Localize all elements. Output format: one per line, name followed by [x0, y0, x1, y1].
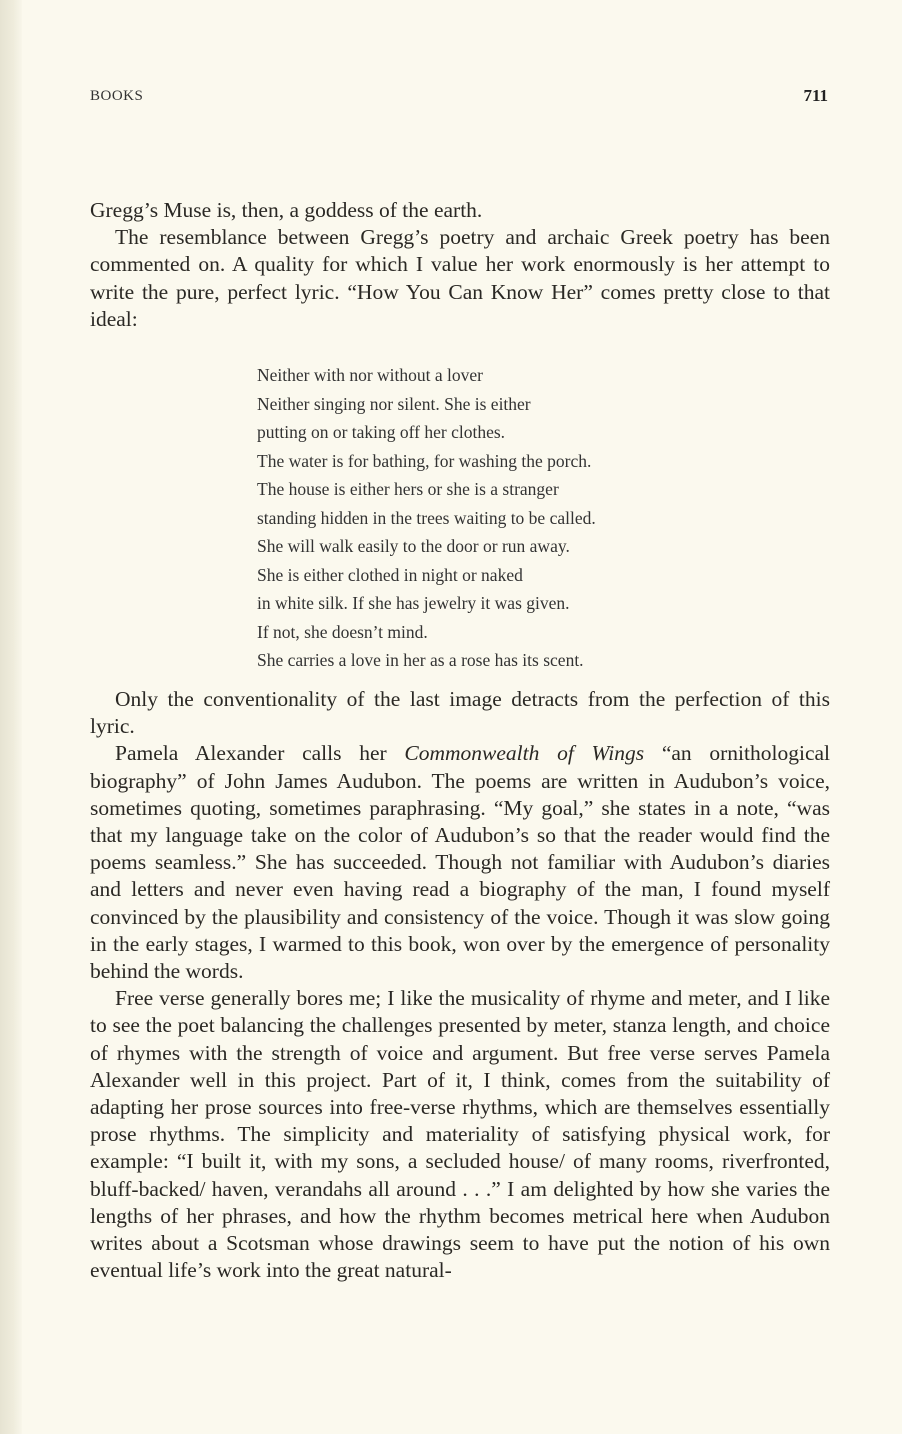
- running-head: [90, 88, 830, 112]
- body-text-top: [90, 197, 830, 333]
- section-name: BOOKS: [90, 88, 144, 104]
- text-run: “an ornithological biography” of John James Audubon. The poems are written in Audubon’s voice, sometimes quoting, sometimes paraphrasing. “My goal,” she states in a note, “was that my language take on the color of Audubon’s so that the reader would find the poems seamless.” She has succeeded. Though not familiar with Audubon’s diaries and letters and never even having read a biography of the man, I found myself convinced by the plausibility and consistency of the voice. Though it was slow going in the early stages, I warmed to this book, won over by the emergence of personality behind the words.: [90, 741, 831, 984]
- text-run: Pamela Alexander calls her: [115, 741, 405, 766]
- poem-line: If not, she doesn’t mind.: [257, 621, 428, 642]
- poem-line: in white silk. If she has jewelry it was given.: [257, 593, 570, 613]
- body-text-bottom: [90, 686, 830, 1284]
- book-title: Commonwealth of Wings: [404, 741, 645, 766]
- paragraph: Only the conventionality of the last image detracts from the perfection of this lyric.: [90, 687, 830, 739]
- poem-quotation: [257, 361, 596, 675]
- paragraph: [90, 740, 830, 985]
- poem-line: Neither singing nor silent. She is either: [257, 393, 531, 414]
- poem-line: putting on or taking off her clothes.: [257, 422, 506, 442]
- poem-line: Neither with nor without a lover: [257, 365, 483, 385]
- paragraph: The resemblance between Gregg’s poetry and archaic Greek poetry has been commented on. A quality for which I value her work enormously is her attempt to write the pure, perfect lyric. “How You Can Know Her” comes pretty close to that ideal:: [90, 225, 830, 331]
- poem-line: standing hidden in the trees waiting to be called.: [257, 507, 596, 528]
- poem-line: She carries a love in her as a rose has its scent.: [257, 650, 584, 670]
- poem-line: The house is either hers or she is a stranger: [257, 479, 559, 499]
- paragraph: Gregg’s Muse is, then, a goddess of the earth.: [90, 198, 483, 222]
- page-number: 711: [803, 86, 828, 105]
- poem-line: She will walk easily to the door or run away.: [257, 536, 570, 556]
- poem-line: She is either clothed in night or naked: [257, 564, 523, 585]
- paragraph: Free verse generally bores me; I like the musicality of rhyme and meter, and I like to see the poet balancing the challenges presented by meter, stanza length, and choice of rhymes with the strength of voice and argument. But free verse serves Pamela Alexander well in this project. Part of it, I think, comes from the suitability of adapting her prose sources into free-verse rhythms, which are themselves essentially prose rhythms. The simplicity and materiality of satisfying physical work, for example: “I built it, with my sons, a secluded house/ of many rooms, riverfronted, bluff-backed/ haven, verandahs all around . . .” I am delighted by how she varies the lengths of her phrases, and how the rhythm becomes metrical here when Audubon writes about a Scotsman whose drawings seem to have put the notion of his own eventual life’s work into the great natural-: [90, 986, 830, 1283]
- poem-line: The water is for bathing, for washing the porch.: [257, 450, 592, 471]
- book-gutter-shadow: [0, 0, 22, 1434]
